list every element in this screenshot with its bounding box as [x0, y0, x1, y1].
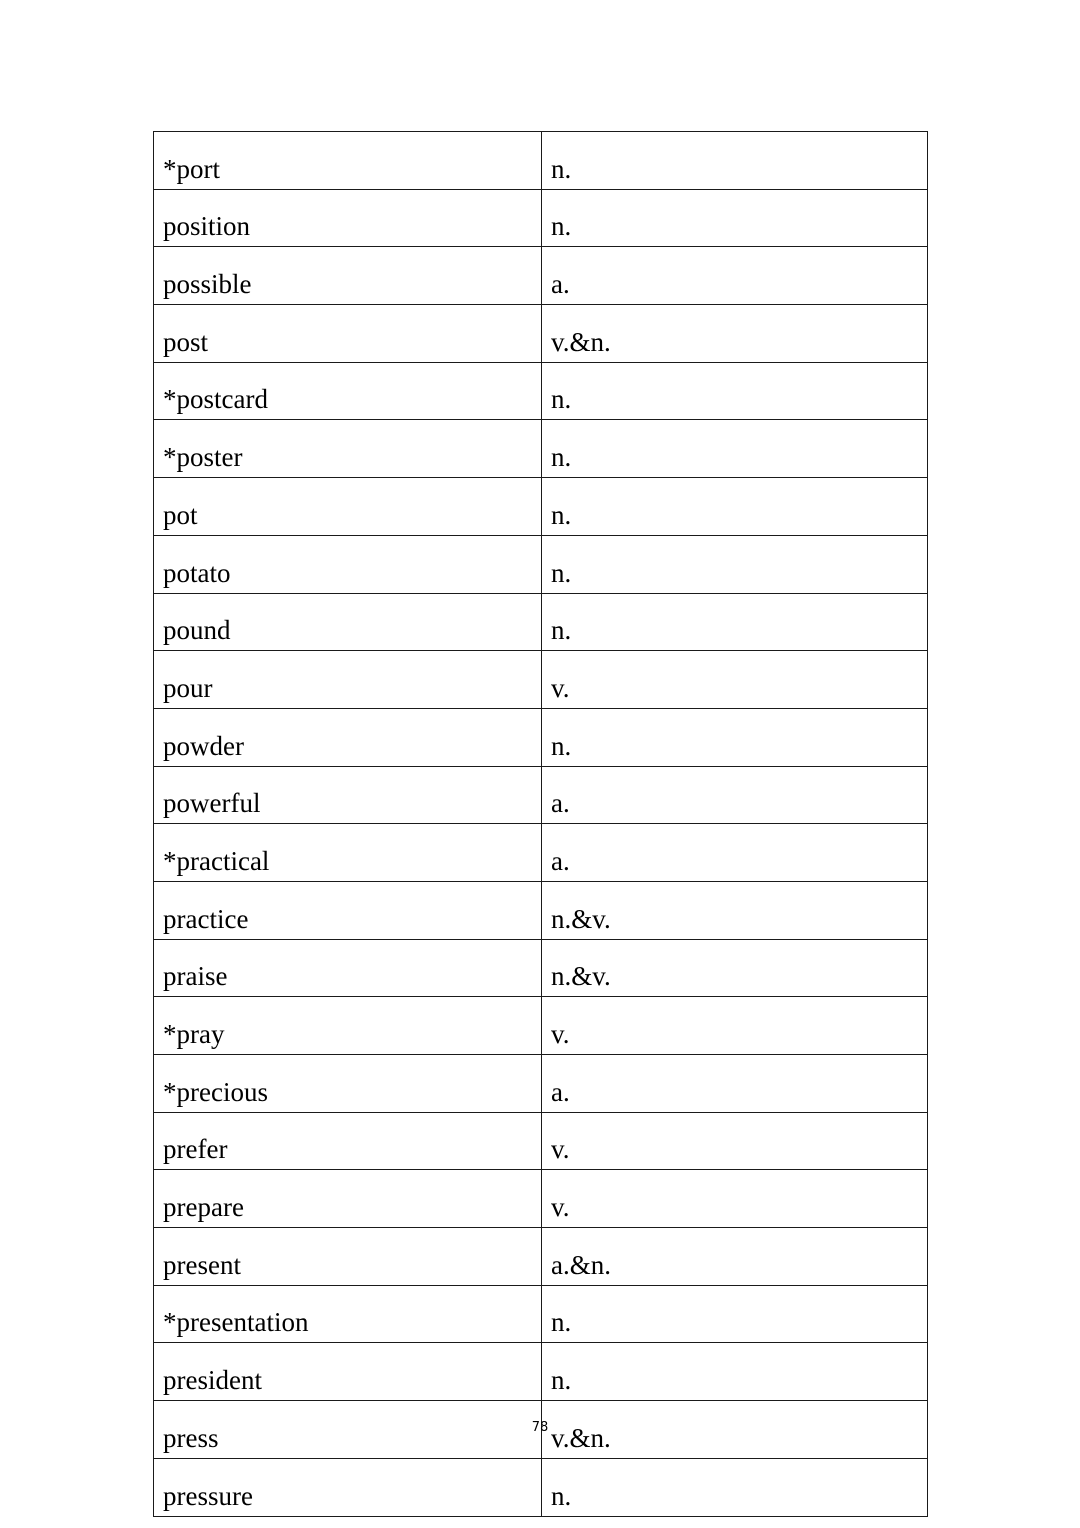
word-cell: *pray [154, 997, 542, 1055]
word-cell: pound [154, 593, 542, 651]
part-of-speech-cell: n. [542, 708, 928, 766]
table-row [154, 766, 928, 824]
table-row [154, 362, 928, 420]
vocabulary-table-body [154, 132, 928, 1517]
word-cell: post [154, 305, 542, 363]
table-row [154, 247, 928, 305]
part-of-speech-cell: a. [542, 824, 928, 882]
part-of-speech-cell: v. [542, 1112, 928, 1170]
part-of-speech-cell: v.&n. [542, 1401, 928, 1459]
word-cell: *practical [154, 824, 542, 882]
table-row [154, 651, 928, 709]
table-row [154, 1285, 928, 1343]
table-row [154, 1055, 928, 1113]
table-row [154, 824, 928, 882]
word-cell: powder [154, 708, 542, 766]
part-of-speech-cell: n. [542, 362, 928, 420]
word-cell: pot [154, 478, 542, 536]
word-cell: president [154, 1343, 542, 1401]
word-cell: position [154, 189, 542, 247]
word-cell: potato [154, 535, 542, 593]
word-cell: pressure [154, 1458, 542, 1516]
word-cell: *poster [154, 420, 542, 478]
page-number: 78 [531, 1420, 549, 1435]
word-cell: *port [154, 132, 542, 190]
table-row [154, 305, 928, 363]
table-row [154, 997, 928, 1055]
table-row [154, 478, 928, 536]
table-row [154, 708, 928, 766]
word-cell: *presentation [154, 1285, 542, 1343]
part-of-speech-cell: n. [542, 1458, 928, 1516]
part-of-speech-cell: a. [542, 1055, 928, 1113]
table-row [154, 593, 928, 651]
table-row [154, 535, 928, 593]
word-cell: praise [154, 939, 542, 997]
table-row [154, 1228, 928, 1286]
table-row [154, 1170, 928, 1228]
word-cell: practice [154, 881, 542, 939]
table-row [154, 939, 928, 997]
part-of-speech-cell: n. [542, 535, 928, 593]
table-row [154, 1112, 928, 1170]
table-row [154, 1343, 928, 1401]
word-cell: pour [154, 651, 542, 709]
word-cell: present [154, 1228, 542, 1286]
part-of-speech-cell: a.&n. [542, 1228, 928, 1286]
part-of-speech-cell: n. [542, 478, 928, 536]
table-row [154, 881, 928, 939]
part-of-speech-cell: v. [542, 997, 928, 1055]
part-of-speech-cell: n.&v. [542, 881, 928, 939]
vocabulary-table [153, 131, 928, 1517]
word-cell: prefer [154, 1112, 542, 1170]
table-row [154, 132, 928, 190]
part-of-speech-cell: v. [542, 1170, 928, 1228]
word-cell: *postcard [154, 362, 542, 420]
part-of-speech-cell: n.&v. [542, 939, 928, 997]
word-cell: powerful [154, 766, 542, 824]
part-of-speech-cell: v.&n. [542, 305, 928, 363]
word-cell: *precious [154, 1055, 542, 1113]
part-of-speech-cell: a. [542, 766, 928, 824]
table-row [154, 420, 928, 478]
part-of-speech-cell: n. [542, 132, 928, 190]
table-row [154, 189, 928, 247]
word-cell: possible [154, 247, 542, 305]
table-row [154, 1458, 928, 1516]
word-cell: prepare [154, 1170, 542, 1228]
part-of-speech-cell: n. [542, 1343, 928, 1401]
part-of-speech-cell: n. [542, 1285, 928, 1343]
part-of-speech-cell: n. [542, 420, 928, 478]
part-of-speech-cell: v. [542, 651, 928, 709]
part-of-speech-cell: a. [542, 247, 928, 305]
part-of-speech-cell: n. [542, 593, 928, 651]
word-cell: press [154, 1401, 542, 1459]
part-of-speech-cell: n. [542, 189, 928, 247]
